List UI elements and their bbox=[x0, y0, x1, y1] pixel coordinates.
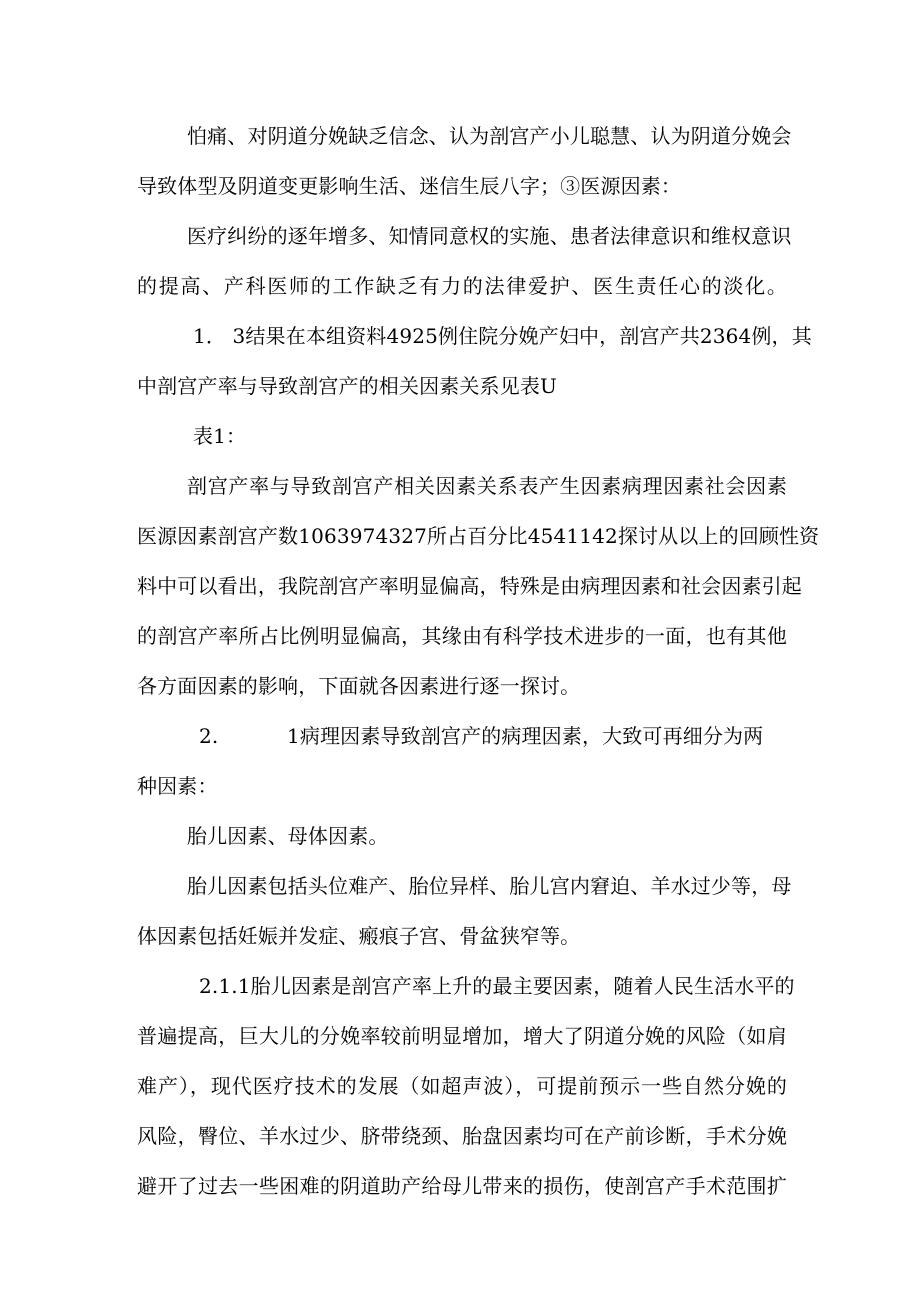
text-line: 医疗纠纷的逐年增多、知情同意权的实施、患者法律意识和维权意识 bbox=[187, 224, 792, 248]
section-number: 2. bbox=[199, 724, 219, 748]
text-line: 料中可以看出，我院剖宫产率明显偏高，特殊是由病理因素和社会因素引起 bbox=[137, 574, 802, 598]
text-line: 避开了过去一些困难的阴道助产给母儿带来的损伤，使剖宫产手术范围扩 bbox=[137, 1174, 787, 1198]
text-line: 中剖宫产率与导致剖宫产的相关因素关系见表U bbox=[137, 374, 558, 398]
table-caption: 表1： bbox=[193, 424, 247, 448]
text-line: 胎儿因素包括头位难产、胎位异样、胎儿宫内窘迫、羊水过少等，母 bbox=[187, 874, 792, 898]
text-line: 医源因素剖宫产数1063974327所占百分比4541142探讨从以上的回顾性资 bbox=[137, 524, 820, 548]
text-line: 1病理因素导致剖宫产的病理因素，大致可再细分为两 bbox=[287, 724, 764, 748]
text-line: 体因素包括妊娠并发症、瘢痕子宫、骨盆狭窄等。 bbox=[137, 924, 581, 948]
text-line: 各方面因素的影响，下面就各因素进行逐一探讨。 bbox=[137, 674, 581, 698]
text-line: 难产），现代医疗技术的发展（如超声波），可提前预示一些自然分娩的 bbox=[137, 1074, 787, 1098]
text-line: 胎儿因素、母体因素。 bbox=[187, 824, 389, 848]
text-line: 风险，臀位、羊水过少、脐带绕颈、胎盘因素均可在产前诊断，手术分娩 bbox=[137, 1124, 787, 1148]
text-line: 怕痛、对阴道分娩缺乏信念、认为剖宫产小儿聪慧、认为阴道分娩会 bbox=[187, 124, 792, 148]
text-line: 的提高、产科医师的工作缺乏有力的法律爱护、医生责任心的淡化。 bbox=[137, 274, 787, 298]
text-line: 1． 3结果在本组资料4925例住院分娩产妇中，剖宫产共2364例，其 bbox=[193, 324, 812, 348]
text-line: 2.1.1胎儿因素是剖宫产率上升的最主要因素，随着人民生活水平的 bbox=[199, 974, 795, 998]
text-line: 种因素： bbox=[137, 774, 218, 798]
text-line: 普遍提高，巨大儿的分娩率较前明显增加，增大了阴道分娩的风险（如肩 bbox=[137, 1024, 787, 1048]
text-line: 导致体型及阴道变更影响生活、迷信生辰八字；③医源因素： bbox=[137, 174, 682, 198]
text-line: 剖宫产率与导致剖宫产相关因素关系表产生因素病理因素社会因素 bbox=[187, 474, 787, 498]
text-line: 的剖宫产率所占比例明显偏高，其缘由有科学技术进步的一面，也有其他 bbox=[137, 624, 787, 648]
